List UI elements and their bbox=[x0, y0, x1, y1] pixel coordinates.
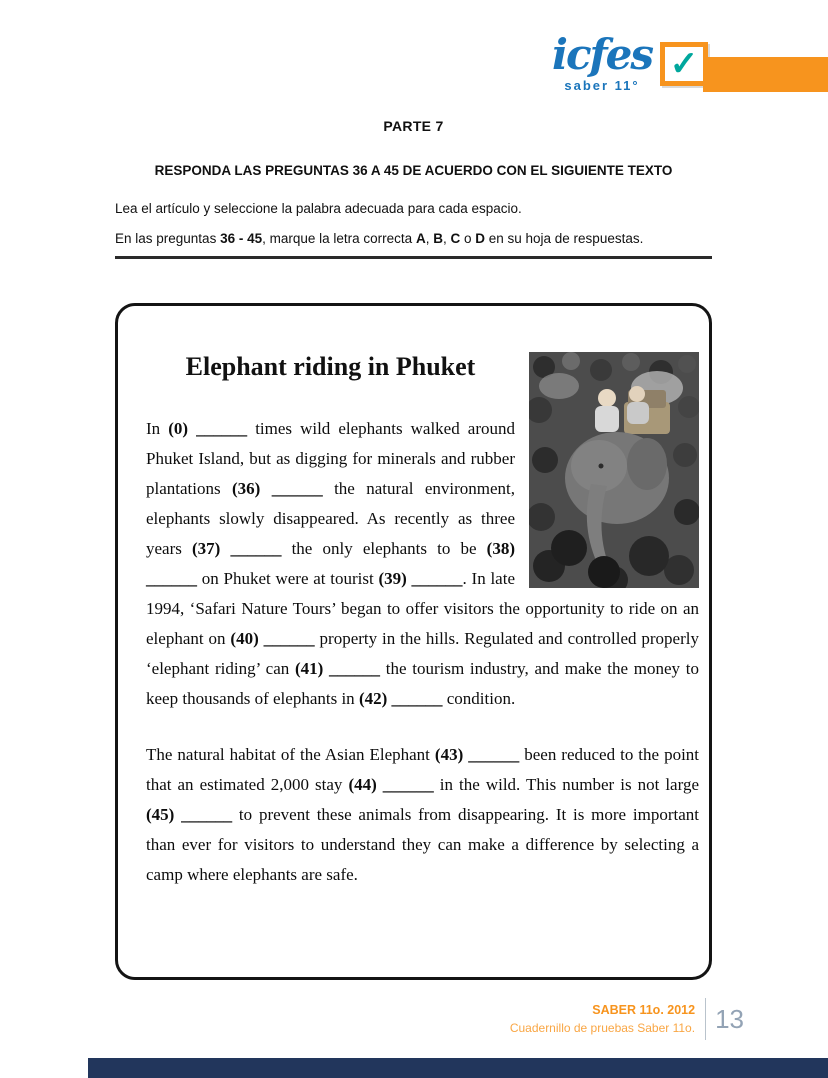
instructions-heading: RESPONDA LAS PREGUNTAS 36 A 45 DE ACUERDO CON EL SIGUIENTE TEXTO bbox=[154, 163, 673, 178]
elephant-photo-image bbox=[529, 352, 699, 588]
section-divider bbox=[115, 256, 712, 259]
icfes-logo-text-block bbox=[552, 30, 652, 93]
checkmark-box bbox=[660, 42, 708, 86]
page-footer bbox=[510, 998, 744, 1040]
footer-text-block bbox=[510, 1003, 695, 1035]
saber11-logo-subtext: saber 11° bbox=[564, 78, 640, 93]
article-paragraph-2: The natural habitat of the Asian Elephant (43) ______ been reduced to the point that an estimated 2,000 stay (44) ______ in the wild. This number is not large (45) ______ to prevent these animals from disappearing. It is more important than ever for visitors to understand they can make a difference by selecting a camp where elephants are safe. bbox=[146, 745, 700, 884]
elephant-photo bbox=[529, 352, 699, 588]
footer-divider bbox=[705, 998, 706, 1040]
page-number: 13 bbox=[715, 1003, 744, 1034]
bottom-bar bbox=[88, 1058, 828, 1078]
instructions-lead: Lea el artículo y seleccione la palabra adecuada para cada espacio. bbox=[115, 201, 522, 216]
footer-saber-line: SABER 11o. 2012 bbox=[592, 1003, 696, 1017]
article-paragraph-1: In (0) ______ times wild elephants walked around Phuket Island, but as digging for minerals and rubber plantations (36) ______ the natural environment, elephants slowly disappeared. As recently as three years (37) ______ the only elephants to be (38) ______ on Phuket were at tourist (39) ______. In late 1994, ‘Safari Nature Tours’ began to offer visitors the opportunity to ride on an elephant on (40) ______ property in the hills. Regulated and controlled properly ‘elephant riding’ can (41) ______ the tourism industry, and make the money to keep thousands of elephants in (42) ______ condition. bbox=[146, 419, 699, 708]
icfes-logo-text: icfes bbox=[552, 30, 652, 79]
article-box bbox=[115, 303, 712, 980]
article-title: Elephant riding in Phuket bbox=[185, 352, 476, 381]
checkmark-icon: ✓ bbox=[669, 45, 699, 83]
icfes-logo bbox=[552, 30, 708, 93]
orange-accent-band bbox=[703, 57, 828, 92]
part-label: PARTE 7 bbox=[383, 118, 444, 134]
instructions-mark-line: En las preguntas 36 - 45, marque la letra correcta A, B, C o D en su hoja de respuestas. bbox=[115, 231, 644, 246]
footer-booklet-line: Cuadernillo de pruebas Saber 11o. bbox=[509, 1021, 696, 1035]
